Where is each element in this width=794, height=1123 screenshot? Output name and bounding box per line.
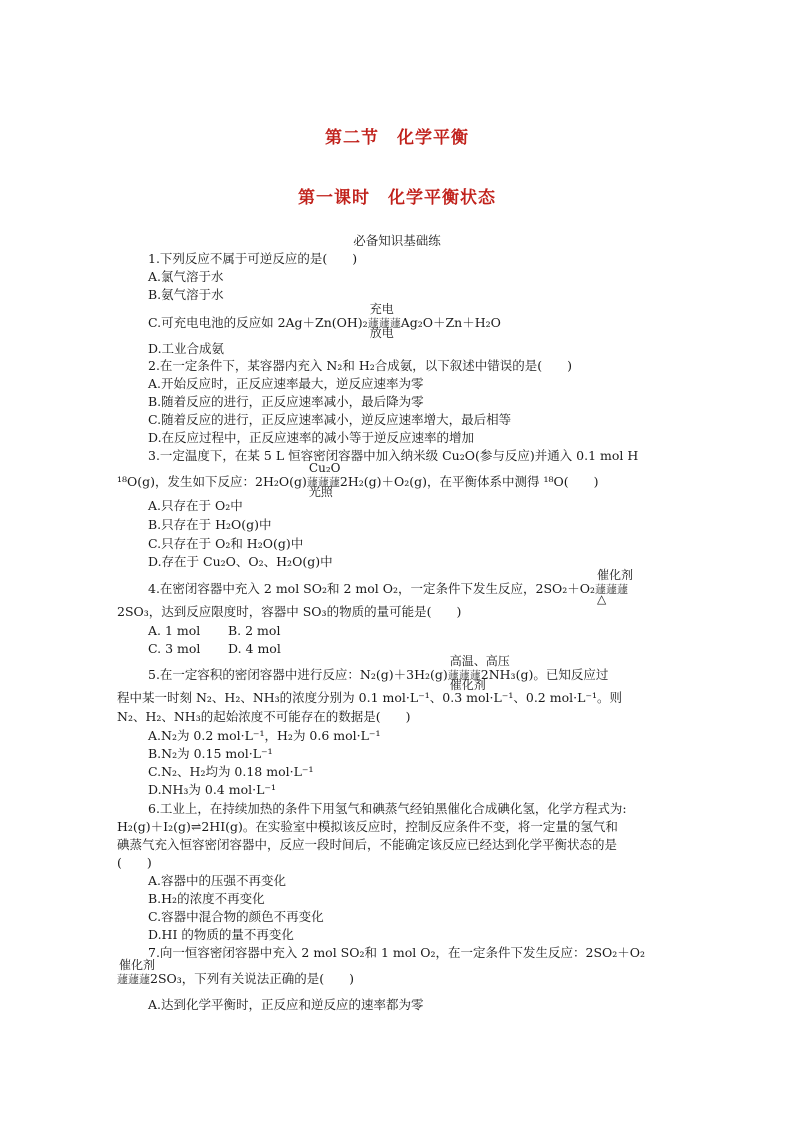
q1-reaction-arrow <box>367 302 401 340</box>
q1-arrow-under: 放电 <box>369 326 394 340</box>
q6-option-b: B.H₂的浓度不再变化 <box>148 891 265 906</box>
q5-stem <box>148 654 609 692</box>
q3-arrow-under: 光照 <box>308 485 333 499</box>
q7-equation-line <box>117 958 355 989</box>
q1-option-d: D.工业合成氨 <box>148 341 225 356</box>
q3-option-b: B.只存在于 H₂O(g)中 <box>148 517 272 532</box>
q2-option-c: C.随着反应的进行，正反应速率减小，逆反应速率增大，最后相等 <box>148 412 512 427</box>
q5-reaction-arrow <box>447 654 510 692</box>
reversible-arrow: 蘧蘧蘧 <box>447 669 481 682</box>
q6-stem-line1: 6.工业上，在持续加热的条件下用氢气和碘蒸气经铂黑催化合成碘化氢，化学方程式为: <box>148 801 627 816</box>
q5-stem-line3: N₂、H₂、NH₃的起始浓度不可能存在的数据是( ) <box>117 709 411 724</box>
q5-option-b: B.N₂为 0.15 mol·L⁻¹ <box>148 746 273 761</box>
q4-pre: 4.在密闭容器中充入 2 mol SO₂和 2 mol O₂，一定条件下发生反应，2SO₂＋O₂ <box>148 581 596 596</box>
q4-option-a: A. 1 mol <box>148 623 201 638</box>
q3-post: 2H₂(g)＋O₂(g)，在平衡体系中测得 ¹⁸O( ) <box>339 474 599 489</box>
q3-arrow-over: Cu₂O <box>308 461 341 475</box>
q1-option-a: A.氯气溶于水 <box>148 269 224 284</box>
q2-stem: 2.在一定条件下，某容器内充入 N₂和 H₂合成氨，以下叙述中错误的是( ) <box>148 358 572 373</box>
q5-post: 2NH₃(g)。已知反应过 <box>480 667 609 682</box>
q3-equation-line <box>117 461 599 499</box>
q1-arrow-over: 充电 <box>369 302 394 316</box>
reversible-arrow: 蘧蘧蘧 <box>306 476 340 489</box>
q3-stem: 3.一定温度下，在某 5 L 恒容密闭容器中加入纳米级 Cu₂O(参与反应)并通入 0.1 mol H <box>148 448 639 463</box>
q4-option-c: C. 3 mol <box>148 641 201 656</box>
q6-option-d: D.HI 的物质的量不再变化 <box>148 927 294 942</box>
q2-option-b: B.随着反应的进行，正反应速率减小，最后降为零 <box>148 394 424 409</box>
q1-option-b: B.氨气溶于水 <box>148 287 224 302</box>
q2-option-d: D.在反应过程中，正反应速率的减小等于逆反应速率的增加 <box>148 430 475 445</box>
q4-arrow-over: 催化剂 <box>597 568 634 582</box>
q3-reaction-arrow <box>306 461 341 499</box>
reversible-arrow: 蘧蘧蘧 <box>367 317 401 330</box>
q4-options-row2 <box>148 640 308 658</box>
q3-option-a: A.只存在于 O₂中 <box>148 498 243 513</box>
q6-stem-line2: H₂(g)＋I₂(g)⇌2HI(g)。在实验室中模拟该反应时，控制反应条件不变，将一定量的氢气和 <box>117 819 618 834</box>
q5-arrow-under: 催化剂 <box>449 678 486 692</box>
q1-stem: 1.下列反应不属于可逆反应的是( ) <box>148 251 358 266</box>
q4-options-row1 <box>148 622 308 640</box>
q4-stem-line2: 2SO₃，达到反应限度时，容器中 SO₃的物质的量可能是( ) <box>117 604 462 619</box>
q3-pre: ¹⁸O(g)，发生如下反应：2H₂O(g) <box>117 474 307 489</box>
q2-option-a: A.开始反应时，正反应速率最大，逆反应速率为零 <box>148 376 424 391</box>
q5-pre: 5.在一定容积的密闭容器中进行反应：N₂(g)＋3H₂(g) <box>148 667 448 682</box>
q4-stem <box>148 568 634 606</box>
q4-option-d: D. 4 mol <box>228 641 281 656</box>
reversible-arrow: 蘧蘧蘧 <box>595 583 629 596</box>
q7-option-a: A.达到化学平衡时，正反应和逆反应的速率都为零 <box>148 997 424 1012</box>
q5-arrow-over: 高温、高压 <box>449 654 510 668</box>
q7-stem-line1: 7.向一恒容密闭容器中充入 2 mol SO₂和 1 mol O₂，在一定条件下发生反应：2SO₂＋O₂ <box>148 945 646 960</box>
q5-option-d: D.NH₃为 0.4 mol·L⁻¹ <box>148 782 276 797</box>
q5-option-c: C.N₂、H₂均为 0.18 mol·L⁻¹ <box>148 764 314 779</box>
q3-option-d: D.存在于 Cu₂O、O₂、H₂O(g)中 <box>148 554 333 569</box>
q4-arrow-under: △ <box>597 592 607 606</box>
q7-arrow-over: 催化剂 <box>119 958 156 972</box>
q1-c-pre: C.可充电电池的反应如 2Ag＋Zn(OH)₂ <box>148 315 368 330</box>
q7-reaction-arrow <box>117 958 156 989</box>
q5-stem-line2: 程中某一时刻 N₂、H₂、NH₃的浓度分别为 0.1 mol·L⁻¹、0.3 mol·L⁻¹、0.2 mol·L⁻¹。则 <box>117 690 622 705</box>
q6-stem-line4: ( ) <box>117 855 152 870</box>
q6-option-a: A.容器中的压强不再变化 <box>148 873 287 888</box>
q4-reaction-arrow <box>595 568 634 606</box>
q6-stem-line3: 碘蒸气充入恒容密闭容器中，反应一段时间后，不能确定该反应已经达到化学平衡状态的是 <box>117 837 618 852</box>
q3-option-c: C.只存在于 O₂和 H₂O(g)中 <box>148 536 304 551</box>
q1-c-post: Ag₂O＋Zn＋H₂O <box>400 315 501 330</box>
q7-post: 2SO₃，下列有关说法正确的是( ) <box>150 971 355 986</box>
q1-option-c <box>148 302 501 340</box>
reversible-arrow: 蘧蘧蘧 <box>117 973 150 986</box>
lesson-title: 第一课时 化学平衡状态 <box>298 188 496 208</box>
q6-option-c: C.容器中混合物的颜色不再变化 <box>148 909 324 924</box>
q4-option-b: B. 2 mol <box>228 623 281 638</box>
practice-title: 必备知识基础练 <box>353 233 441 248</box>
section-title: 第二节 化学平衡 <box>325 128 469 148</box>
q5-option-a: A.N₂为 0.2 mol·L⁻¹，H₂为 0.6 mol·L⁻¹ <box>148 728 381 743</box>
